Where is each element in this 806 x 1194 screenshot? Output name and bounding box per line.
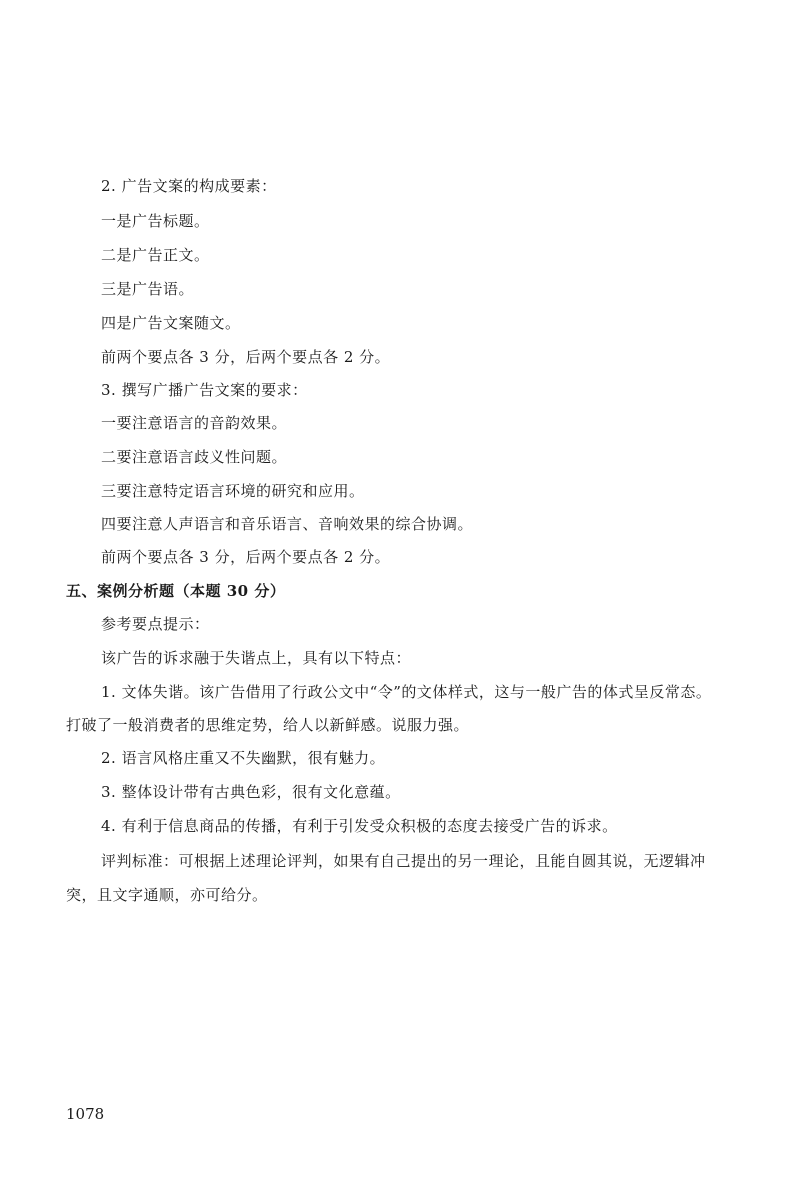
- point-2: 2. 语言风格庄重又不失幽默，很有魅力。: [101, 749, 386, 767]
- point-3: 3. 整体设计带有古典色彩，很有文化意蕴。: [101, 783, 401, 801]
- q3-item-4: 四要注意人声语言和音乐语言、音响效果的综合协调。: [101, 515, 474, 533]
- criteria-line-2: 突，且文字通顺，亦可给分。: [66, 886, 268, 904]
- q3-scoring-note: 前两个要点各 3 分，后两个要点各 2 分。: [101, 548, 391, 566]
- point-1-line-1: 1. 文体失谐。该广告借用了行政公文中“令”的文体样式，这与一般广告的体式呈反常态。: [101, 683, 712, 701]
- q2-item-3: 三是广告语。: [101, 280, 195, 298]
- q3-item-2: 二要注意语言歧义性问题。: [101, 448, 288, 466]
- q2-item-1: 一是广告标题。: [101, 212, 210, 230]
- point-1-line-2: 打破了一般消费者的思维定势，给人以新鲜感。说服力强。: [66, 716, 470, 734]
- section-five-heading: 五、案例分析题（本题 30 分）: [66, 582, 286, 600]
- q2-item-4: 四是广告文案随文。: [101, 314, 241, 332]
- hint-label: 参考要点提示：: [101, 615, 210, 633]
- q3-title: 3. 撰写广播广告文案的要求：: [101, 381, 308, 399]
- criteria-line-1: 评判标准：可根据上述理论评判，如果有自己提出的另一理论，且能自圆其说，无逻辑冲: [101, 852, 706, 870]
- page-number: 1078: [66, 1105, 105, 1123]
- point-4: 4. 有利于信息商品的传播，有利于引发受众积极的态度去接受广告的诉求。: [101, 817, 618, 835]
- q2-title: 2. 广告文案的构成要素：: [101, 177, 277, 195]
- q2-scoring-note: 前两个要点各 3 分，后两个要点各 2 分。: [101, 348, 391, 366]
- analysis-intro: 该广告的诉求融于失谐点上，具有以下特点：: [101, 649, 412, 667]
- q2-item-2: 二是广告正文。: [101, 246, 210, 264]
- q3-item-1: 一要注意语言的音韵效果。: [101, 414, 288, 432]
- q3-item-3: 三要注意特定语言环境的研究和应用。: [101, 482, 365, 500]
